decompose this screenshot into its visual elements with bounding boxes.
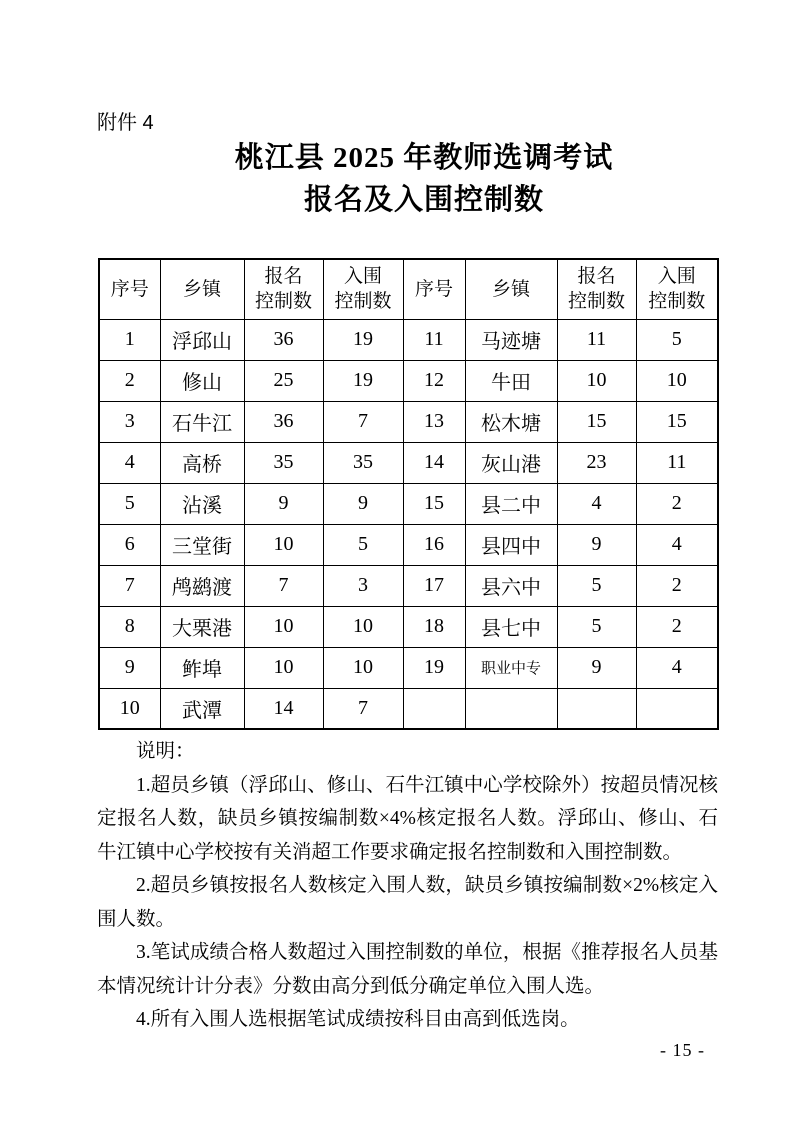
table-row: [99, 319, 718, 360]
table-row: [99, 442, 718, 483]
header-cell-line: 控制数: [254, 291, 312, 313]
value-cell: 2: [636, 483, 718, 524]
index-cell: 19: [403, 647, 465, 688]
notes-heading: 说明：: [136, 741, 195, 762]
value-cell: 35: [244, 442, 323, 483]
index-cell: 15: [403, 483, 465, 524]
town-cell: 县七中: [465, 606, 557, 647]
index-cell: 11: [403, 319, 465, 360]
table-row: [99, 401, 718, 442]
note-item: 3.笔试成绩合格人数超过入围控制数的单位，根据《推荐报名人员基本情况统计计分表》分数由高分到低分确定单位入围人选。: [97, 942, 718, 997]
value-cell: 10: [323, 647, 403, 688]
header-cell-5: [465, 259, 557, 319]
table-row: [99, 565, 718, 606]
value-cell: 36: [244, 401, 323, 442]
town-cell: [465, 688, 557, 729]
index-cell: 4: [99, 442, 160, 483]
index-cell: 6: [99, 524, 160, 565]
town-cell: 职业中专: [465, 647, 557, 688]
value-cell: 35: [323, 442, 403, 483]
index-cell: [403, 688, 465, 729]
value-cell: 10: [636, 360, 718, 401]
value-cell: 5: [636, 319, 718, 360]
value-cell: 7: [244, 565, 323, 606]
header-cell-line: 序号: [110, 278, 149, 300]
table-row: [99, 606, 718, 647]
note-item: 1.超员乡镇（浮邱山、修山、石牛江镇中心学校除外）按超员情况核定报名人数，缺员乡镇按编制数×4%核定报名人数。浮邱山、修山、石牛江镇中心学校按有关消超工作要求确定报名控制数和入围控制数。: [97, 774, 718, 863]
town-cell: 县二中: [465, 483, 557, 524]
header-cell-line: 控制数: [648, 291, 706, 313]
header-cell-line: 控制数: [334, 291, 392, 313]
town-cell: 高桥: [160, 442, 244, 483]
town-cell: 县四中: [465, 524, 557, 565]
page-number: - 15 -: [660, 1040, 705, 1060]
value-cell: 10: [323, 606, 403, 647]
town-cell: 鲊埠: [160, 647, 244, 688]
document-title: [104, 137, 744, 221]
value-cell: 25: [244, 360, 323, 401]
header-cell-4: [403, 259, 465, 319]
header-cell-line: 报名: [264, 266, 303, 288]
index-cell: 16: [403, 524, 465, 565]
index-cell: 1: [99, 319, 160, 360]
notes-list: [97, 769, 718, 1037]
value-cell: 2: [636, 565, 718, 606]
town-cell: 三堂街: [160, 524, 244, 565]
table-row: [99, 483, 718, 524]
table-row: [99, 524, 718, 565]
attachment-label: 附件 4: [97, 112, 154, 134]
note-item: 2.超员乡镇按报名人数核定入围人数，缺员乡镇按编制数×2%核定入围人数。: [97, 875, 718, 930]
value-cell: 4: [636, 524, 718, 565]
index-cell: 3: [99, 401, 160, 442]
index-cell: 10: [99, 688, 160, 729]
town-cell: 鸬鹚渡: [160, 565, 244, 606]
index-cell: 18: [403, 606, 465, 647]
town-cell: 大栗港: [160, 606, 244, 647]
index-cell: 7: [99, 565, 160, 606]
notes-section: [97, 735, 718, 1037]
header-cell-line: 控制数: [567, 291, 625, 313]
town-cell: 县六中: [465, 565, 557, 606]
value-cell: 9: [557, 524, 636, 565]
value-cell: 10: [244, 606, 323, 647]
table-row: [99, 360, 718, 401]
town-cell: 武潭: [160, 688, 244, 729]
value-cell: 7: [323, 401, 403, 442]
control-numbers-table: [98, 258, 719, 730]
value-cell: 2: [636, 606, 718, 647]
index-cell: 9: [99, 647, 160, 688]
index-cell: 17: [403, 565, 465, 606]
town-cell: 马迹塘: [465, 319, 557, 360]
value-cell: 23: [557, 442, 636, 483]
table-row: [99, 688, 718, 729]
town-cell: 灰山港: [465, 442, 557, 483]
value-cell: 5: [323, 524, 403, 565]
title-line-2: 报名及入围控制数: [303, 184, 544, 216]
value-cell: 10: [557, 360, 636, 401]
header-cell-line: 乡镇: [182, 278, 221, 300]
value-cell: 19: [323, 319, 403, 360]
header-cell-line: 序号: [414, 278, 453, 300]
value-cell: 10: [244, 647, 323, 688]
index-cell: 2: [99, 360, 160, 401]
title-line-1: 桃江县 2025 年教师选调考试: [234, 142, 614, 174]
value-cell: 10: [244, 524, 323, 565]
index-cell: 13: [403, 401, 465, 442]
value-cell: 3: [323, 565, 403, 606]
header-cell-line: 入围: [343, 266, 382, 288]
index-cell: 8: [99, 606, 160, 647]
value-cell: 9: [557, 647, 636, 688]
value-cell: 19: [323, 360, 403, 401]
value-cell: 4: [636, 647, 718, 688]
value-cell: 15: [636, 401, 718, 442]
table-header: [99, 259, 718, 319]
index-cell: 14: [403, 442, 465, 483]
note-item: 4.所有入围人选根据笔试成绩按科目由高到低选岗。: [136, 1009, 580, 1030]
value-cell: [557, 688, 636, 729]
header-cell-0: [99, 259, 160, 319]
table-header-row: [99, 259, 718, 319]
header-cell-line: 乡镇: [491, 278, 530, 300]
header-cell-6: [557, 259, 636, 319]
value-cell: 11: [636, 442, 718, 483]
header-cell-line: 入围: [657, 266, 696, 288]
town-cell: 松木塘: [465, 401, 557, 442]
header-cell-line: 报名: [577, 266, 616, 288]
value-cell: 5: [557, 565, 636, 606]
value-cell: 7: [323, 688, 403, 729]
index-cell: 5: [99, 483, 160, 524]
town-cell: 修山: [160, 360, 244, 401]
town-cell: 沾溪: [160, 483, 244, 524]
value-cell: 15: [557, 401, 636, 442]
table-body: [99, 319, 718, 729]
value-cell: 14: [244, 688, 323, 729]
value-cell: 11: [557, 319, 636, 360]
header-cell-1: [160, 259, 244, 319]
town-cell: 石牛江: [160, 401, 244, 442]
value-cell: [636, 688, 718, 729]
town-cell: 牛田: [465, 360, 557, 401]
value-cell: 9: [244, 483, 323, 524]
header-cell-7: [636, 259, 718, 319]
value-cell: 36: [244, 319, 323, 360]
header-cell-3: [323, 259, 403, 319]
value-cell: 9: [323, 483, 403, 524]
header-cell-2: [244, 259, 323, 319]
table-row: [99, 647, 718, 688]
index-cell: 12: [403, 360, 465, 401]
value-cell: 5: [557, 606, 636, 647]
town-cell: 浮邱山: [160, 319, 244, 360]
value-cell: 4: [557, 483, 636, 524]
